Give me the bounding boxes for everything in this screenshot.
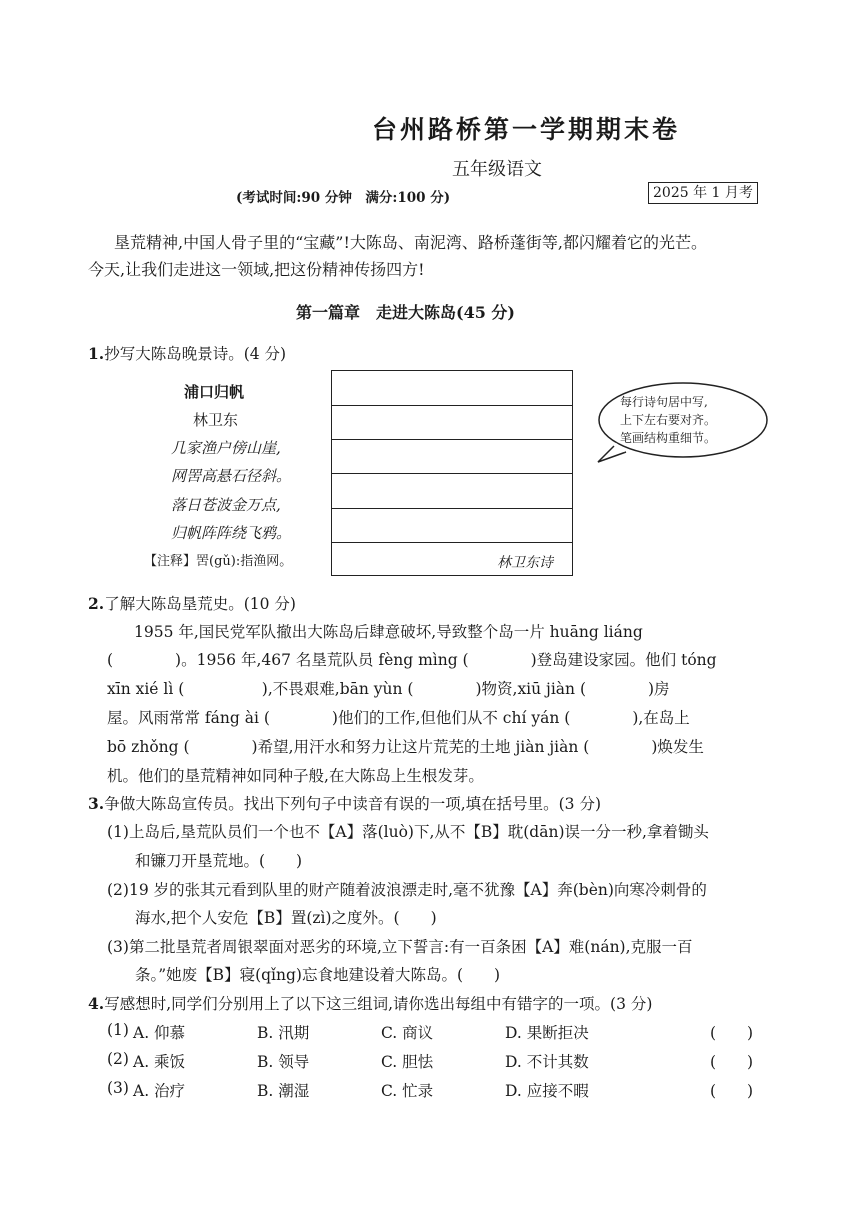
poem-author: 林卫东 [193,411,239,429]
q1-number: 1. [88,344,105,363]
exam-info: (考试时间:90 分钟 满分:100 分) [236,190,451,206]
q4-group-label: (2) [107,1050,129,1068]
q2-line: bō zhǒng ( )希望,用汗水和努力让这片荒芜的土地 jiàn jiàn ( )焕发生 [107,738,704,756]
poem-note: 【注释】罟(gǔ):指渔网。 [144,554,293,569]
q3-heading [88,792,601,814]
q4-option[interactable]: D. 应接不暇 [505,1082,589,1100]
grid-line [332,508,572,509]
q3-item-line: (3)第二批垦荒者周银翠面对恶劣的环境,立下誓言:有一百条困【A】难(nán),克服一百 [107,938,693,956]
q2-line: xīn xié lì ( ),不畏艰难,bān yùn ( )物资,xiū jiàn ( )房 [107,680,670,698]
q4-option[interactable]: D. 不计其数 [505,1053,589,1071]
q4-option[interactable]: A. 乘饭 [133,1053,186,1071]
q4-number: 4. [88,994,105,1013]
q2-number: 2. [88,594,105,613]
q4-option[interactable]: D. 果断拒决 [505,1024,589,1042]
q2-heading [88,592,296,614]
answer-bracket[interactable]: ( ) [710,1024,754,1042]
q2-line: ( )。1956 年,467 名垦荒队员 fèng mìng ( )登岛建设家园。他们 tóng [107,651,717,669]
copy-writing-grid[interactable] [331,370,573,576]
q2-line: 1955 年,国民党军队撤出大陈岛后肆意破坏,导致整个岛一片 huāng liáng [134,623,643,641]
q3-item-line: 条。”她废【B】寝(qǐng)忘食地建设着大陈岛。( ) [135,966,501,984]
q4-heading [88,992,652,1014]
exam-subtitle: 五年级语文 [452,159,542,180]
intro-line-1: 垦荒精神,中国人骨子里的“宝藏”!大陈岛、南泥湾、路桥蓬街等,都闪耀着它的光芒。 [114,233,707,252]
q4-group-label: (3) [107,1079,129,1097]
exam-title: 台州路桥第一学期期末卷 [372,115,681,144]
answer-bracket[interactable]: ( ) [710,1053,754,1071]
q2-text: 了解大陈岛垦荒史。(10 分) [104,595,296,613]
q3-item-line: 和镰刀开垦荒地。( ) [135,852,303,870]
q4-option[interactable]: A. 治疗 [133,1082,186,1100]
q4-group-label: (1) [107,1021,129,1039]
q3-number: 3. [88,794,105,813]
q2-line: 屋。风雨常常 fáng ài ( )他们的工作,但他们从不 chí yán ( ),在岛上 [107,709,690,727]
tip-line: 上下左右要对齐。 [620,413,717,427]
poem-line: 归帆阵阵绕飞鸦。 [171,524,292,542]
poem-line: 几家渔户傍山崖, [171,439,281,457]
q1-heading [88,342,286,364]
q3-text: 争做大陈岛宣传员。找出下列句子中读音有误的一项,填在括号里。(3 分) [104,795,601,813]
poem-line: 落日苍波金万点, [171,496,281,514]
chapter-title: 第一篇章 走进大陈岛(45 分) [296,303,515,322]
grid-signature: 林卫东诗 [497,555,553,571]
q3-item-line: (2)19 岁的张其元看到队里的财产随着波浪漂走时,毫不犹豫【A】奔(bèn)向寒冷刺骨的 [107,881,707,899]
poem-line: 网罟高悬石径斜。 [171,467,292,485]
q4-option[interactable]: C. 忙录 [381,1082,434,1100]
grid-line [332,439,572,440]
q1-text: 抄写大陈岛晚景诗。(4 分) [104,345,287,363]
q4-option[interactable]: A. 仰慕 [133,1024,186,1042]
q4-option[interactable]: B. 汛期 [257,1024,310,1042]
grid-line [332,542,572,543]
q2-line: 机。他们的垦荒精神如同种子般,在大陈岛上生根发芽。 [107,767,484,785]
q3-item-line: 海水,把个人安危【B】置(zì)之度外。( ) [135,909,437,927]
q4-option[interactable]: B. 潮湿 [257,1082,310,1100]
tip-line: 笔画结构重细节。 [620,431,717,445]
date-box: 2025 年 1 月考 [648,182,758,204]
poem-title: 浦口归帆 [184,383,245,401]
q4-option[interactable]: B. 领导 [257,1053,310,1071]
tip-line: 每行诗句居中写, [620,395,708,409]
grid-line [332,405,572,406]
q4-text: 写感想时,同学们分别用上了以下这三组词,请你选出每组中有错字的一项。(3 分) [104,995,653,1013]
q3-item-line: (1)上岛后,垦荒队员们一个也不【A】落(luò)下,从不【B】耽(dān)误一分一秒,拿着锄头 [107,823,709,841]
answer-bracket[interactable]: ( ) [710,1082,754,1100]
grid-line [332,473,572,474]
q4-option[interactable]: C. 商议 [381,1024,434,1042]
q4-option[interactable]: C. 胆怯 [381,1053,434,1071]
intro-line-2: 今天,让我们走进这一领域,把这份精神传扬四方! [88,260,425,279]
